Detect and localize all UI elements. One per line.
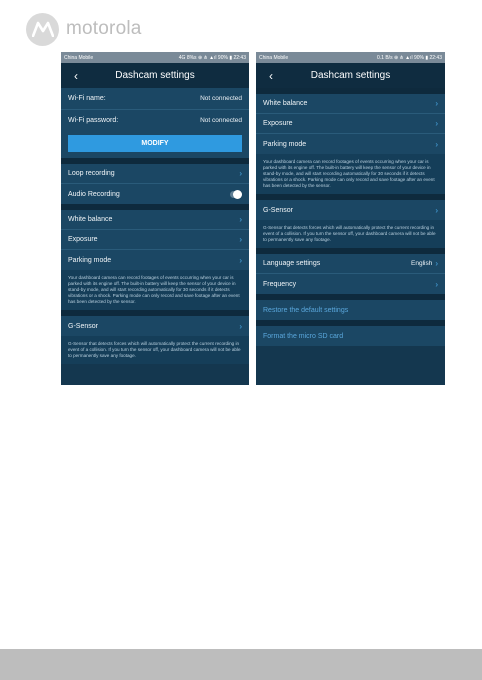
- status-indicators: 0.1 B/s ⊕ ⋔ ▲ıl 90% ▮ 22:43: [377, 54, 442, 61]
- language-settings-label: Language settings: [263, 260, 321, 267]
- wifi-password-label: Wi-Fi password:: [68, 117, 119, 124]
- frequency-label: Frequency: [263, 280, 297, 288]
- status-indicators: 4G 8%s ⊕ ⋔ ▲ıl 90% ▮ 22:43: [178, 54, 246, 61]
- image-settings-group: [256, 94, 445, 154]
- audio-recording-row: [61, 184, 249, 204]
- loop-recording-row[interactable]: [61, 164, 249, 184]
- g-sensor-group: [256, 200, 445, 220]
- chevron-right-icon: ›: [239, 321, 242, 331]
- wifi-password-value: Not connected: [200, 117, 242, 124]
- parking-mode-description: Your dashboard camera can record footages of events occurring when your car is parked with its engine off. The built-in battery will keep the sensor of your device in stand-by mode, and will start recording automatically for 30 seconds if it detects vibrations or a shock. Parking mode can only record and save footage after an event has been detected by the sensor.: [61, 270, 249, 310]
- wifi-name-row: [61, 88, 249, 110]
- modify-button-container: [61, 131, 249, 158]
- g-sensor-row[interactable]: [61, 316, 249, 336]
- chevron-right-icon: ›: [239, 235, 242, 244]
- audio-recording-label: Audio Recording: [68, 190, 120, 198]
- wifi-name-label: Wi-Fi name:: [68, 95, 106, 102]
- format-sd-card-row[interactable]: Format the micro SD card: [263, 332, 344, 340]
- parking-mode-row[interactable]: [61, 250, 249, 270]
- chevron-right-icon: ›: [435, 99, 438, 108]
- g-sensor-description: G-Sensor that detects forces which will automatically protect the current recording in event of a collision. If you turn the sensor off, your dashboard camera will not be able to permanently save any footage.: [61, 336, 249, 364]
- frequency-row[interactable]: [256, 274, 445, 294]
- parking-mode-label: Parking mode: [263, 140, 307, 148]
- parking-mode-description: Your dashboard camera can record footages of events occurring when your car is parked with its engine off. The built-in battery will keep the sensor of your device in stand-by mode, and will start recording automatically for 30 seconds if it detects vibrations or a shock. Parking mode can only record and save footage after an event has been detected by the sensor.: [256, 154, 445, 194]
- brand-name: motorola: [66, 18, 142, 39]
- format-group: [256, 326, 445, 346]
- g-sensor-group: [61, 316, 249, 336]
- phone-screenshot-right: [256, 52, 445, 385]
- chevron-right-icon: ›: [435, 205, 438, 215]
- chevron-right-icon: ›: [435, 259, 438, 268]
- carrier-label: China Mobile: [64, 54, 94, 61]
- g-sensor-row[interactable]: [256, 200, 445, 220]
- white-balance-row[interactable]: [61, 210, 249, 230]
- white-balance-label: White balance: [68, 216, 113, 223]
- wifi-password-row: [61, 110, 249, 131]
- g-sensor-label: G-Sensor: [68, 322, 98, 330]
- status-bar: [256, 52, 445, 63]
- exposure-row[interactable]: [61, 230, 249, 250]
- restore-default-settings-row[interactable]: Restore the default settings: [263, 306, 349, 314]
- exposure-label: Exposure: [263, 120, 293, 127]
- white-balance-label: White balance: [263, 100, 308, 107]
- chevron-right-icon: ›: [435, 119, 438, 128]
- parking-mode-row[interactable]: [256, 134, 445, 154]
- white-balance-row[interactable]: [256, 94, 445, 114]
- chevron-right-icon: ›: [239, 169, 242, 178]
- page-title: Dashcam settings: [310, 70, 391, 81]
- motorola-logo-icon: [26, 13, 59, 46]
- page-title: Dashcam settings: [115, 70, 195, 81]
- language-value: English: [411, 260, 433, 267]
- parking-mode-label: Parking mode: [68, 256, 112, 264]
- brand-header: [26, 12, 142, 46]
- restore-group: [256, 300, 445, 320]
- g-sensor-description: G-Sensor that detects forces which will automatically protect the current recording in event of a collision. If you turn the sensor off, your dashboard camera will not be able to permanently save any footage.: [256, 220, 445, 248]
- page-footer-bar: [0, 649, 482, 680]
- app-bar: [61, 63, 249, 88]
- app-bar: [256, 63, 445, 88]
- image-settings-group: [61, 210, 249, 270]
- chevron-right-icon: ›: [239, 215, 242, 224]
- wifi-name-value: Not connected: [200, 95, 242, 102]
- exposure-row[interactable]: [256, 114, 445, 134]
- audio-recording-toggle[interactable]: [230, 191, 242, 198]
- g-sensor-label: G-Sensor: [263, 206, 293, 214]
- modify-button[interactable]: MODIFY: [68, 135, 242, 152]
- loop-recording-label: Loop recording: [68, 170, 115, 177]
- carrier-label: China Mobile: [259, 54, 289, 61]
- language-settings-row[interactable]: [256, 254, 445, 274]
- exposure-label: Exposure: [68, 236, 98, 243]
- chevron-right-icon: ›: [435, 279, 438, 289]
- phone-screenshot-left: [61, 52, 249, 385]
- recording-group: [61, 164, 249, 204]
- back-arrow-icon[interactable]: ‹: [269, 68, 273, 83]
- back-arrow-icon[interactable]: ‹: [74, 68, 78, 83]
- chevron-right-icon: ›: [435, 139, 438, 149]
- status-bar: [61, 52, 249, 63]
- chevron-right-icon: ›: [239, 255, 242, 265]
- wifi-group: [61, 88, 249, 158]
- general-settings-group: [256, 254, 445, 294]
